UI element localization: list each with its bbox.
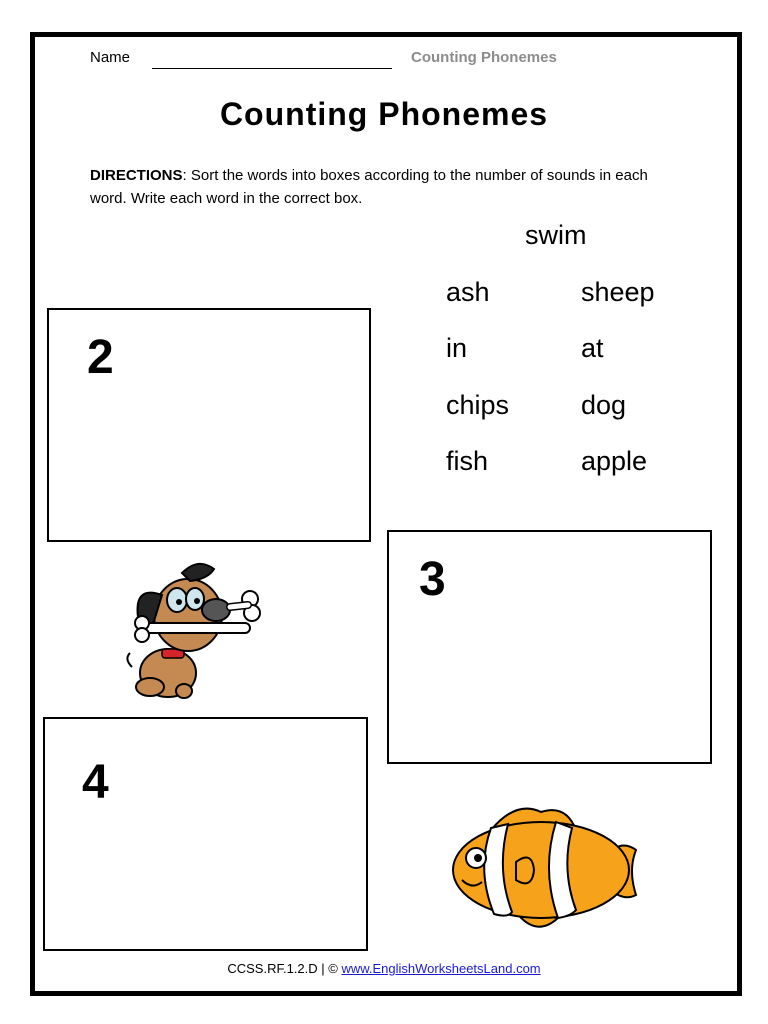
box-number-4: 4 bbox=[82, 756, 109, 809]
dog-illustration bbox=[120, 555, 265, 705]
word-in: in bbox=[446, 333, 468, 363]
box-number-2: 2 bbox=[87, 331, 114, 384]
word-at: at bbox=[581, 333, 604, 363]
word-fish: fish bbox=[446, 446, 489, 476]
directions-text: : Sort the words into boxes according to the number of sounds in each word. Write each word in the correct box. bbox=[90, 167, 648, 207]
answer-box-2[interactable] bbox=[47, 308, 371, 542]
footer-standard: CCSS.RF.1.2.D | © bbox=[227, 961, 342, 976]
directions bbox=[90, 164, 660, 210]
page-title: Counting Phonemes bbox=[219, 96, 549, 132]
header-worksheet-title: Counting Phonemes bbox=[411, 49, 557, 66]
word-swim: swim bbox=[525, 220, 587, 250]
word-sheep: sheep bbox=[581, 277, 655, 307]
word-chips: chips bbox=[446, 390, 510, 420]
answer-box-4[interactable] bbox=[43, 717, 368, 951]
word-dog: dog bbox=[581, 390, 627, 420]
fish-illustration bbox=[446, 800, 646, 940]
name-label: Name bbox=[90, 49, 131, 66]
box-number-3: 3 bbox=[419, 553, 446, 606]
name-field-line[interactable] bbox=[152, 68, 392, 69]
directions-label: DIRECTIONS bbox=[90, 167, 183, 184]
footer bbox=[0, 961, 768, 976]
word-ash: ash bbox=[446, 277, 490, 307]
word-apple: apple bbox=[581, 446, 648, 476]
answer-box-3[interactable] bbox=[387, 530, 712, 764]
footer-website-link[interactable]: www.EnglishWorksheetsLand.com bbox=[341, 961, 541, 976]
